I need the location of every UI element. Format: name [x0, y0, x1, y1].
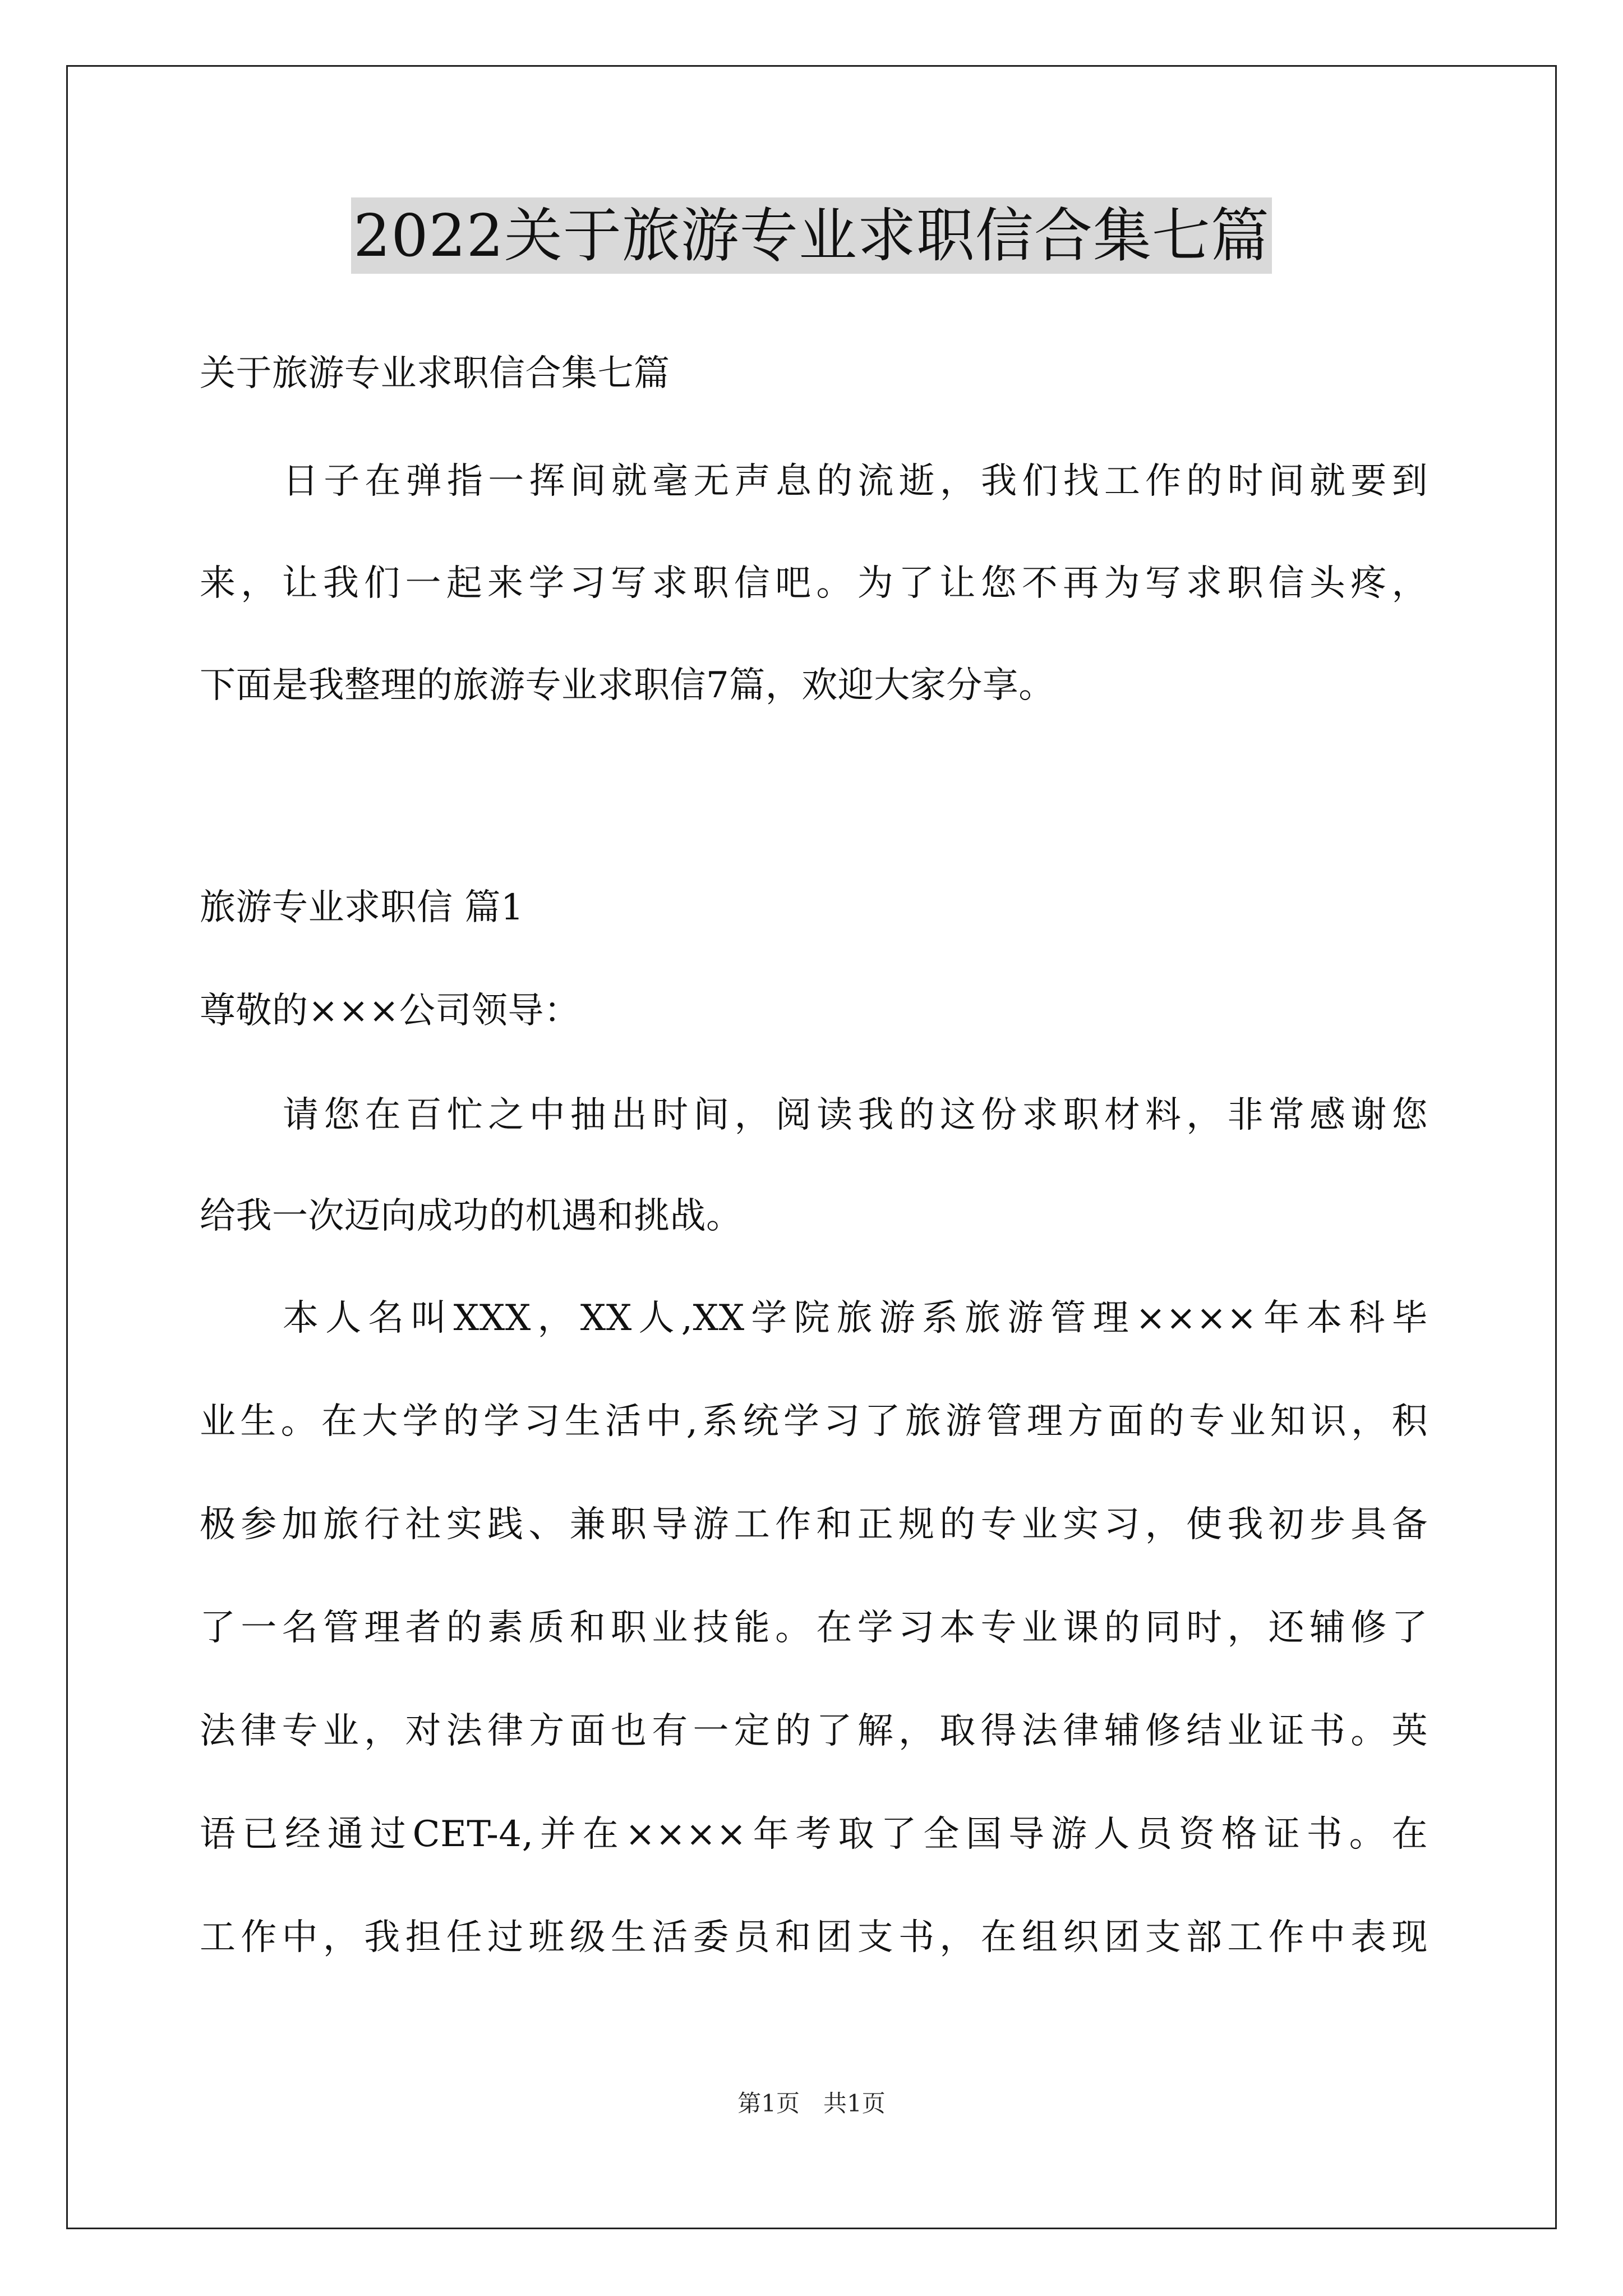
- intro-line-1: 日子在弹指一挥间就毫无声息的流逝，我们找工作的时间就要到: [283, 461, 1428, 502]
- para2-line-5: 法律专业，对法律方面也有一定的了解，取得法律辅修结业证书。英: [200, 1710, 1428, 1752]
- document-title: 2022关于旅游专业求职信合集七篇: [351, 197, 1272, 274]
- para2-line-3: 极参加旅行社实践、兼职导游工作和正规的专业实习，使我初步具备: [200, 1504, 1428, 1545]
- title-container: [0, 197, 1623, 274]
- page-footer: 第1页 共1页: [737, 2090, 886, 2117]
- intro-line-2: 来，让我们一起来学习写求职信吧。为了让您不再为写求职信头疼，: [200, 563, 1428, 604]
- para1-line-1: 请您在百忙之中抽出时间，阅读我的这份求职材料，非常感谢您: [283, 1094, 1428, 1136]
- salutation: 尊敬的×××公司领导：: [200, 990, 580, 1032]
- para2-line-7: 工作中，我担任过班级生活委员和团支书，在组织团支部工作中表现: [200, 1917, 1428, 1958]
- para2-line-6: 语已经通过CET-4,并在××××年考取了全国导游人员资格证书。在: [200, 1814, 1428, 1855]
- para2-line-4: 了一名管理者的素质和职业技能。在学习本专业课的同时，还辅修了: [200, 1607, 1428, 1649]
- para2-line-2: 业生。在大学的学习生活中,系统学习了旅游管理方面的专业知识，积: [200, 1401, 1428, 1442]
- intro-line-3: 下面是我整理的旅游专业求职信7篇，欢迎大家分享。: [200, 665, 1055, 706]
- subtitle: 关于旅游专业求职信合集七篇: [200, 353, 670, 394]
- para1-line-2: 给我一次迈向成功的机遇和挑战。: [200, 1195, 743, 1237]
- para2-line-1: 本人名叫XXX，XX人,XX学院旅游系旅游管理××××年本科毕: [283, 1297, 1428, 1339]
- section-heading: 旅游专业求职信 篇1: [200, 887, 524, 928]
